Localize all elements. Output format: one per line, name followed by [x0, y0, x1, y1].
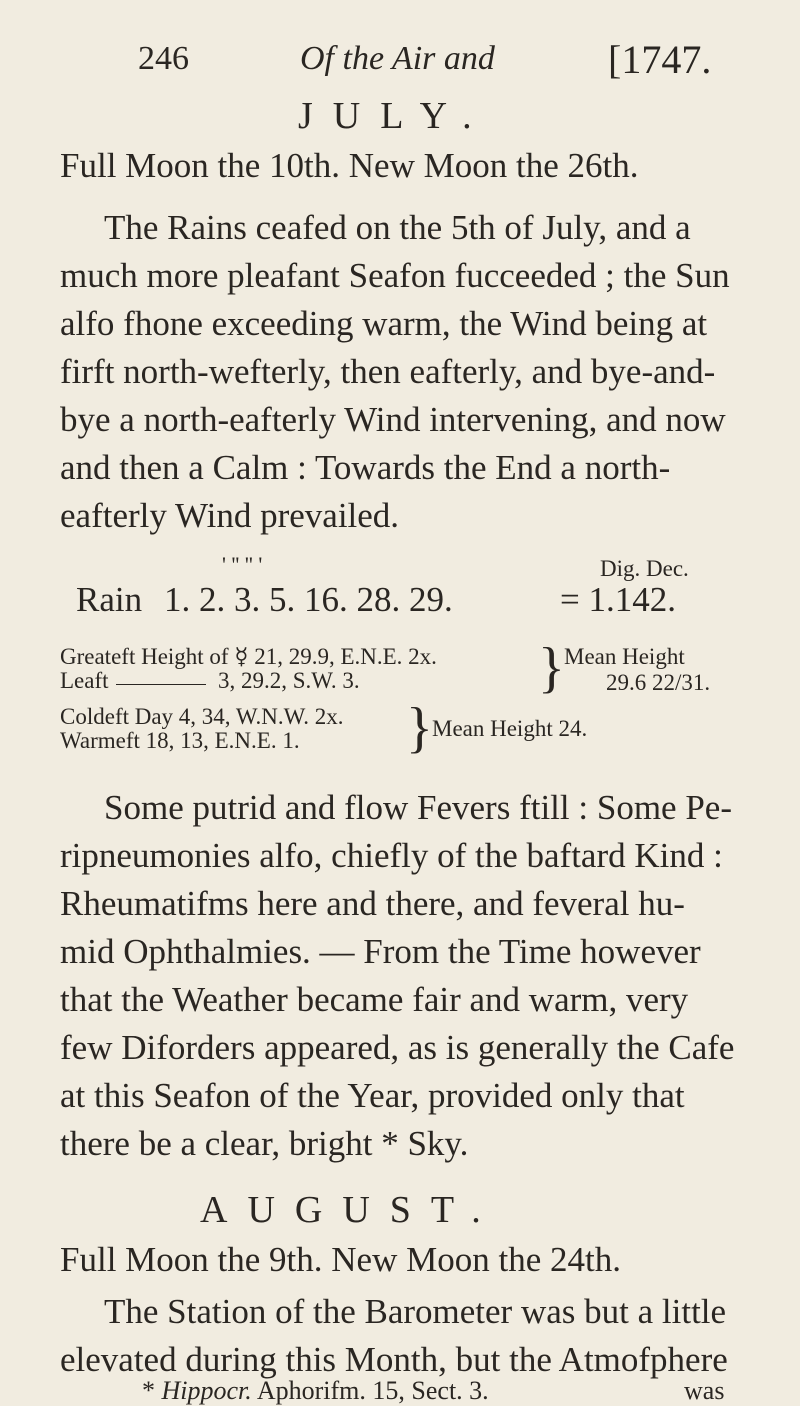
footnote-reference: Aphorifm. 15, Sect. 3. [256, 1376, 489, 1405]
text-line: bye a north-eafterly Wind intervening, and now [60, 400, 726, 439]
text-line: there be a clear, bright * Sky. [60, 1124, 469, 1163]
thermometer-mean: Mean Height 24. [432, 716, 588, 741]
text-line: Rheumatifms here and there, and feveral hu- [60, 884, 685, 923]
text-line: few Diforders appeared, as is generally the Cafe [60, 1028, 735, 1067]
rain-total: = 1.142. [560, 580, 676, 619]
rain-marks: ' '' '' ' [222, 552, 263, 577]
footnote-marker: * [142, 1376, 162, 1405]
warmest-day: Warmeft 18, 13, E.N.E. 1. [60, 728, 300, 753]
text-line: and then a Calm : Towards the End a north- [60, 448, 671, 487]
footnote-author: Hippocr. [161, 1376, 252, 1405]
coldest-day: Coldeft Day 4, 34, W.N.W. 2x. [60, 704, 344, 729]
least-label: Leaft [60, 668, 109, 693]
greatest-height: Greateft Height of ☿ 21, 29.9, E.N.E. 2x. [60, 644, 437, 669]
rain-label: Rain [76, 580, 143, 619]
august-moons: Full Moon the 9th. New Moon the 24th. [60, 1240, 621, 1279]
rain-days: 1. 2. 3. 5. 16. 28. 29. [164, 580, 453, 619]
running-title: Of the Air and [300, 40, 495, 77]
text-line: The Rains ceafed on the 5th of July, and a [104, 208, 691, 247]
text-line: mid Ophthalmies. — From the Time however [60, 932, 701, 971]
catchword: was [684, 1376, 725, 1405]
text-line: alfo fhone exceeding warm, the Wind being at [60, 304, 708, 343]
text-line: at this Seafon of the Year, provided only that [60, 1076, 685, 1115]
mean-height-value: 29.6 22/31. [606, 670, 711, 695]
rule-line [116, 684, 206, 685]
dig-dec-label: Dig. Dec. [600, 556, 689, 581]
text-line: ripneumonies alfo, chiefly of the baftard Kind : [60, 836, 723, 875]
text-line: Some putrid and flow Fevers ftill : Some Pe- [104, 788, 732, 827]
text-line: that the Weather became fair and warm, very [60, 980, 689, 1019]
brace-icon: } [538, 637, 565, 699]
brace-icon: } [406, 697, 433, 759]
july-moons: Full Moon the 10th. New Moon the 26th. [60, 146, 639, 185]
mean-height-label: Mean Height [564, 644, 685, 669]
text-line: firft north-wefterly, then eafterly, and bye-and- [60, 352, 716, 391]
page-number: 246 [138, 40, 189, 77]
text-line: much more pleafant Seafon fucceeded ; the Sun [60, 256, 730, 295]
footnote [142, 1376, 489, 1406]
text-line: eafterly Wind prevailed. [60, 496, 400, 535]
text-line: The Station of the Barometer was but a little [104, 1292, 727, 1331]
july-heading: JULY. [298, 95, 492, 137]
text-line: elevated during this Month, but the Atmofphere [60, 1340, 728, 1379]
running-year: [1747. [608, 37, 712, 82]
august-heading: AUGUST. [200, 1189, 501, 1231]
least-value: 3, 29.2, S.W. 3. [218, 668, 360, 693]
